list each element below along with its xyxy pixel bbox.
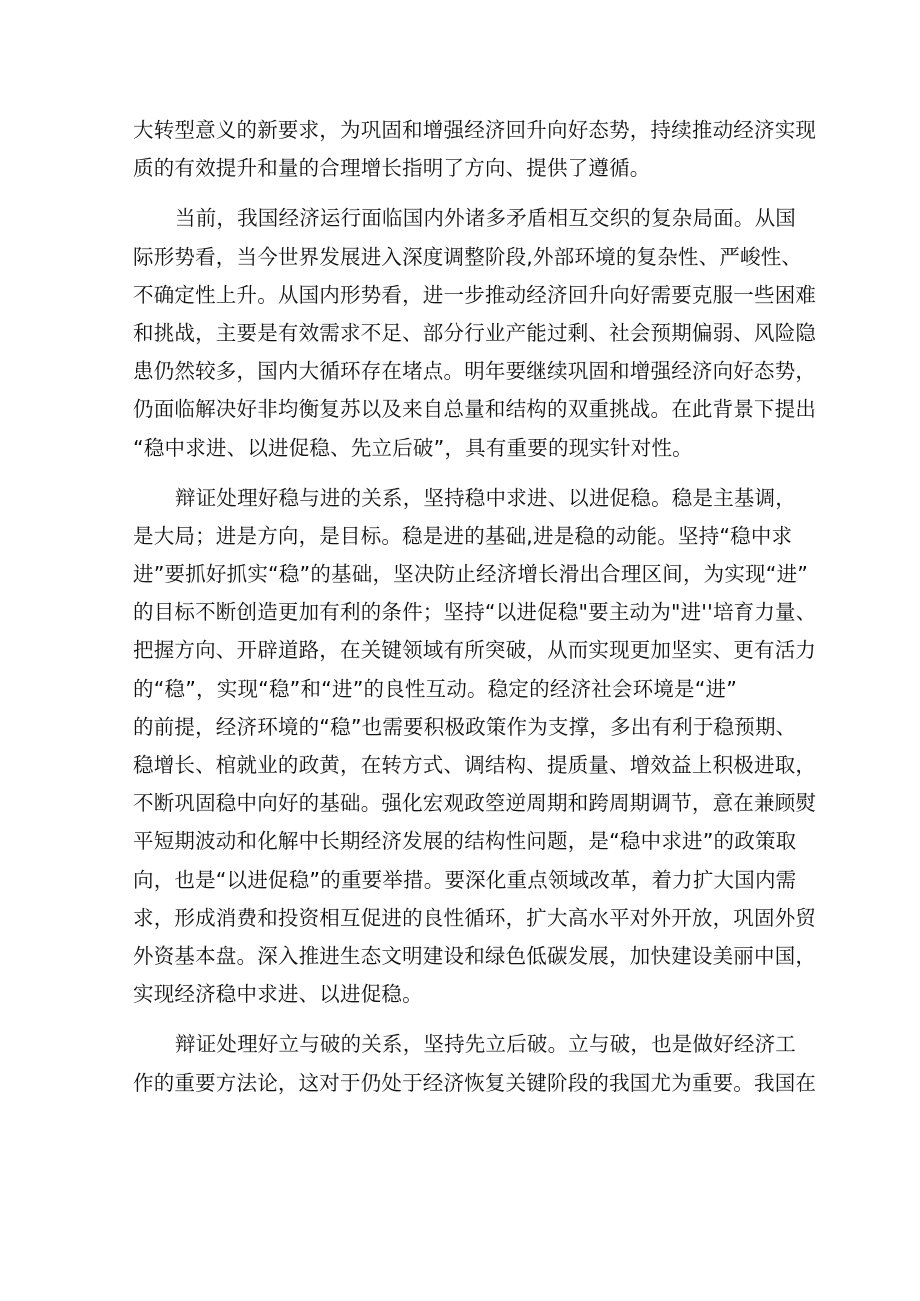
text-line: 当前，我国经济运行面临国内外诸多矛盾相互交织的复杂局面。从国 <box>175 206 796 231</box>
text-line: 外资基本盘。深入推进生态文明建设和绿色低碳发展，加快建设美丽中国， <box>133 943 817 968</box>
text-line: 不断巩固稳中向好的基础。强化宏观政箜逆周期和跨周期调节，意在兼顾熨 <box>133 791 817 816</box>
text-line: 作的重要方法论，这对于仍处于经济恢复关键阶段的我国尤为重要。我国在 <box>133 1070 817 1095</box>
text-line: 大转型意义的新要求，为巩固和增强经济回升向好态势，持续推动经济实现 <box>133 118 817 142</box>
text-line: 的目标不断创造更加有利的条件；坚持“以进促稳"要主动为"进''培育力量、 <box>133 600 817 625</box>
paragraph-3 <box>133 479 817 1014</box>
document-body <box>133 111 817 1102</box>
text-line: 的前提，经济环境的“稳”也需要积极政策作为支撑，多出有利于稳预期、 <box>133 714 797 739</box>
text-line: 是大局；进是方向，是目标。稳是进的基础,进是稳的动能。坚持“稳中求 <box>133 523 793 548</box>
paragraph-4 <box>133 1025 817 1101</box>
text-line: 辩证处理好立与破的关系，坚持先立后破。立与破，也是做好经济工 <box>175 1032 796 1057</box>
text-line: 和挑战，主要是有效需求不足、部分行业产能过剩、社会预期偏弱、风险隐 <box>133 320 817 345</box>
text-line: 平短期波动和化解中长期经济发展的结构性问题，是“稳中求进”的政策取 <box>133 829 797 854</box>
text-line: 进”要抓好抓实“稳”的基础，坚决防止经济增长滑出合理区间，为实现“进” <box>133 562 809 587</box>
text-line: 的“稳”，实现“稳”和“进”的良性互动。稳定的经济社会环境是“进” <box>133 676 738 701</box>
paragraph-1 <box>133 111 817 187</box>
text-line: 稳增长、棺就业的政黄，在转方式、调结构、提质量、增效益上积极进取， <box>133 753 817 777</box>
text-line: 实现经济稳中求进、以进促稳。 <box>133 982 423 1007</box>
text-line: 患仍然较多，国内大循环存在堵点。明年要继续巩固和增强经济向好态势， <box>133 359 817 384</box>
paragraph-2 <box>133 199 817 466</box>
text-line: 把握方向、开辟道路，在关键领域有所突破，从而实现更加坚实、更有活力 <box>133 638 817 663</box>
text-line: 际形势看，当今世界发展进入深度调整阶段,外部环境的复杂性、严峻性、 <box>133 244 803 269</box>
text-line: 仍面临解决好非均衡复苏以及来自总量和结构的双重挑战。在此背景下提出 <box>133 397 817 422</box>
text-line: 向，也是“以进促稳”的重要举措。要深化重点领域改革，着力扩大国内需 <box>133 867 797 892</box>
text-line: 辩证处理好稳与进的关系，坚持稳中求进、以进促稳。稳是主基调， <box>175 485 796 510</box>
text-line: 不确定性上升。从国内形势看，进一步推动经济回升向好需要克服一些困难 <box>133 282 817 307</box>
text-line: 质的有效提升和量的合理增长指明了方向、提供了遵循。 <box>133 156 651 181</box>
text-line: “稳中求进、以进促稳、先立后破”，具有重要的现实针对性。 <box>133 435 693 460</box>
text-line: 求，形成消费和投资相互促进的良性循环，扩大高水平对外开放，巩固外贸 <box>133 905 817 930</box>
